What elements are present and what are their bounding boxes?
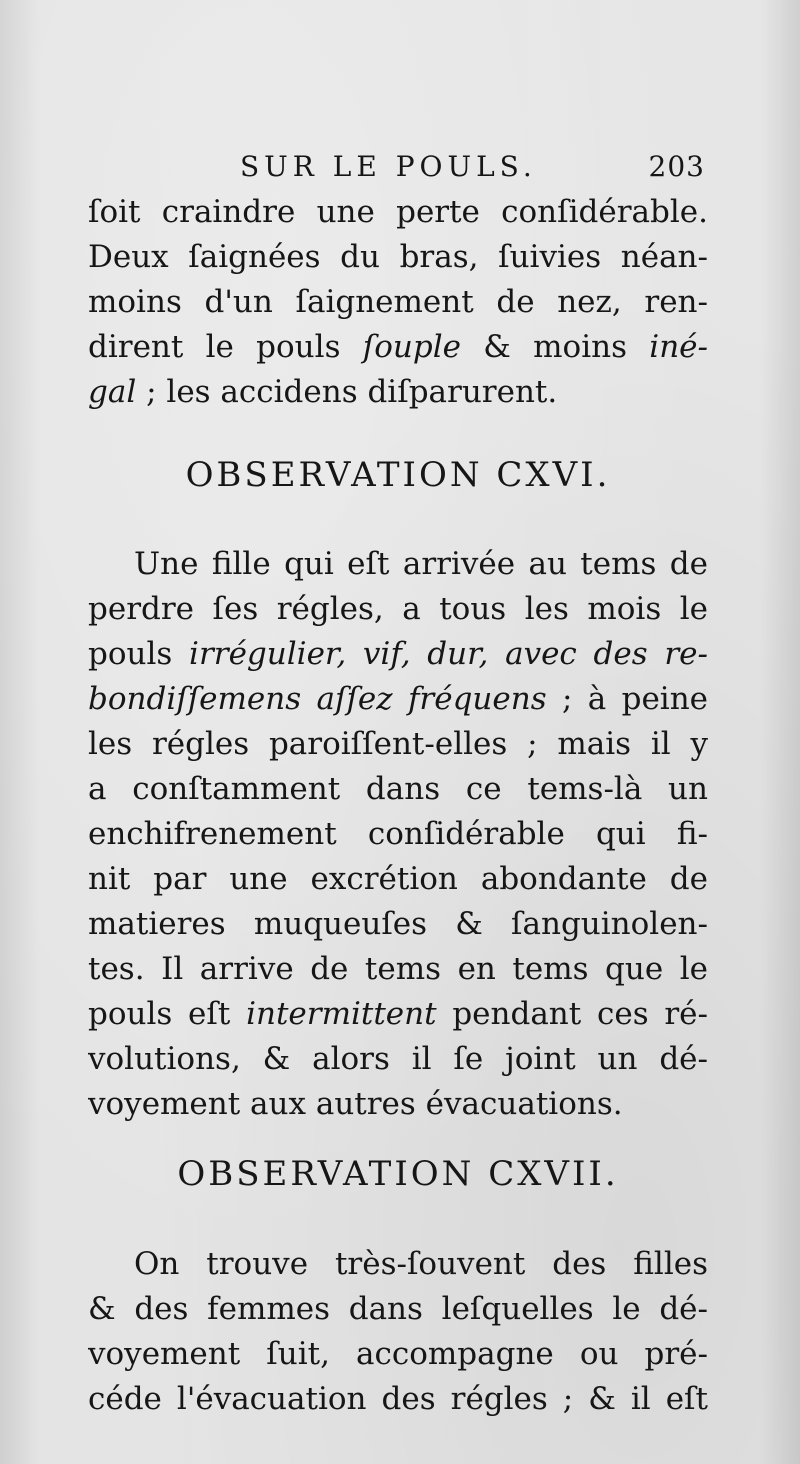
text-line [88, 767, 708, 812]
text-run: & des femmes dans leſquelles le dé- [88, 1291, 708, 1327]
text-line [88, 902, 708, 947]
text-run: céde l'évacuation des régles ; & il eſt [88, 1381, 708, 1417]
text-line [88, 587, 708, 632]
text-run: ; les accidens diſparurent. [136, 374, 558, 410]
running-head [240, 150, 705, 194]
text-run: nit par une excrétion abondante de [88, 861, 708, 897]
text-line [88, 857, 708, 902]
text-line [88, 280, 708, 325]
text-run: tes. Il arrive de tems en tems que le [88, 951, 708, 987]
observation-cxvii-paragraph [88, 1242, 708, 1422]
text-run: les régles paroiſſent-elles ; mais il y [88, 726, 708, 762]
italic-run: ſouple [362, 329, 461, 365]
text-run: dirent le pouls [88, 329, 363, 365]
text-run: voyement aux autres évacuations. [88, 1086, 623, 1122]
observation-cxvi-paragraph [88, 542, 708, 1127]
text-run: moins d'un ſaignement de nez, ren- [88, 284, 708, 320]
page-number: 203 [648, 150, 705, 183]
text-run: pouls eſt [88, 996, 247, 1032]
text-run: Deux ſaignées du bras, ſuivies néan- [88, 239, 708, 275]
text-line [88, 947, 708, 992]
text-line [88, 370, 708, 415]
text-run: a conſtamment dans ce tems-là un [88, 771, 708, 807]
text-run: ; à peine [546, 681, 708, 717]
text-line [88, 1287, 708, 1332]
text-line [88, 632, 708, 677]
text-line [88, 1082, 708, 1127]
text-run: volutions, & alors il ſe joint un dé- [88, 1041, 708, 1077]
text-line [88, 1377, 708, 1422]
italic-run: gal [88, 374, 137, 410]
text-run: matieres muqueuſes & ſanguinolen- [88, 906, 708, 942]
continuation-paragraph [88, 190, 708, 415]
text-run: & moins [460, 329, 650, 365]
text-line [88, 1332, 708, 1377]
text-line [88, 325, 708, 370]
text-run: pendant ces ré- [436, 996, 708, 1032]
text-run: On trouve très-ſouvent des filles [134, 1246, 708, 1282]
text-line [88, 812, 708, 857]
text-line [88, 722, 708, 767]
text-run: enchifrenement conſidérable qui fi- [88, 816, 708, 852]
text-line [88, 992, 708, 1037]
text-run: ſoit craindre une perte conſidérable. [88, 194, 708, 230]
italic-run: irrégulier, vif, dur, avec des re- [189, 636, 708, 672]
text-line [88, 190, 708, 235]
observation-heading-cxvi: OBSERVATION CXVI. [185, 455, 611, 495]
text-line [88, 235, 708, 280]
text-run: voyement ſuit, accompagne ou pré- [88, 1336, 708, 1372]
text-line [88, 1242, 708, 1287]
text-line [88, 677, 708, 722]
italic-run: bondiſſemens aſſez fréquens [88, 681, 547, 717]
text-run: pouls [88, 636, 190, 672]
text-run: Une fille qui eſt arrivée au tems de [134, 546, 708, 582]
observation-heading-cxvii: OBSERVATION CXVII. [177, 1154, 619, 1194]
italic-run: iné- [649, 329, 708, 365]
text-line [88, 542, 708, 587]
text-line [88, 1037, 708, 1082]
text-run: perdre ſes régles, a tous les mois le [88, 591, 708, 627]
italic-run: intermittent [246, 996, 437, 1032]
running-title: SUR LE POULS. [240, 150, 537, 183]
